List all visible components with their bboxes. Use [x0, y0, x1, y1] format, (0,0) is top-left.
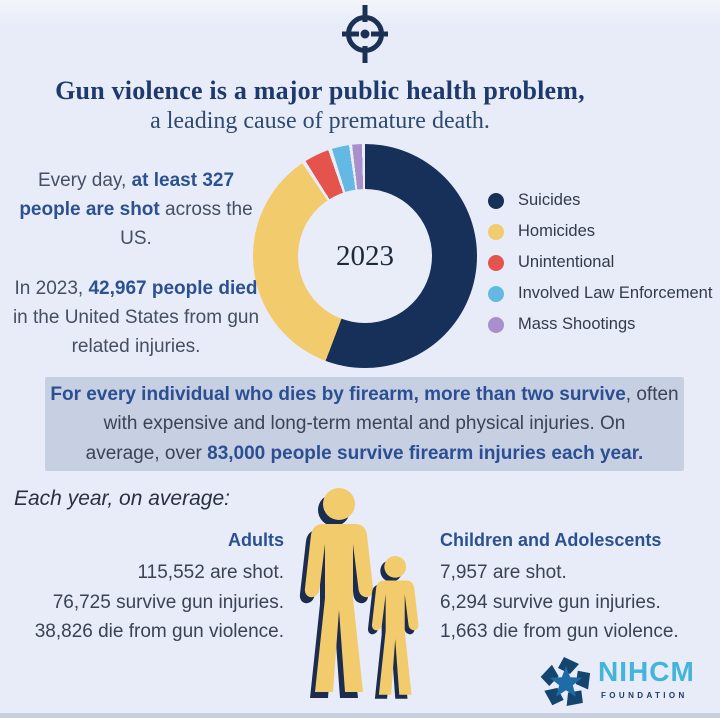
adults-stat-die: 38,826 die from gun violence.: [34, 621, 284, 642]
legend-label: Homicides: [518, 222, 596, 240]
legend-label: Involved Law Enforcement: [518, 284, 713, 302]
donut-chart: [253, 144, 477, 368]
adults-stats-block: [24, 530, 284, 647]
intro1-post: across the US.: [120, 199, 253, 249]
children-stat-shot: 7,957 are shot.: [440, 562, 567, 583]
callout1-bold: For every individual who dies by firearm, more than two survive: [50, 383, 626, 405]
adult-child-figures-icon: [290, 486, 435, 700]
nihcm-logo-text: NIHCM: [598, 656, 695, 687]
intro1-pre: Every day,: [37, 170, 132, 191]
crosshair-target-icon: [336, 2, 394, 66]
children-stat-survive: 6,294 survive gun injuries.: [440, 591, 661, 613]
legend-swatch-icon: [488, 286, 504, 302]
donut-hole: [298, 189, 432, 323]
each-year-heading: Each year, on average:: [14, 487, 230, 510]
legend-swatch-icon: [488, 255, 504, 271]
adults-stat-shot: 115,552 are shot.: [137, 562, 284, 583]
legend-item: [488, 216, 712, 247]
callout3-pre: average, over: [85, 442, 208, 464]
adults-stat-survive: 76,725 survive gun injuries.: [52, 591, 284, 613]
legend-swatch-icon: [488, 224, 504, 240]
legend-item: [488, 185, 712, 216]
legend-swatch-icon: [488, 317, 504, 333]
callout3-bold: 83,000 people survive firearm injuries each year.: [207, 442, 644, 464]
callout-line-3: [45, 439, 684, 469]
callout1-rest: , often: [625, 383, 679, 405]
intro-paragraph-2: [6, 274, 266, 361]
callout-line-1: [45, 380, 684, 410]
legend-label: Suicides: [518, 191, 581, 209]
donut-center-label: 2023: [336, 239, 394, 272]
children-stats-block: [440, 530, 710, 647]
bottom-edge-strip: [0, 713, 720, 718]
legend-item: [488, 247, 712, 278]
callout-box: [45, 377, 684, 471]
legend-item: [488, 309, 712, 340]
page-subtitle: a leading cause of premature death.: [150, 108, 490, 134]
legend-label: Unintentional: [518, 253, 615, 271]
legend-label: Mass Shootings: [518, 315, 636, 333]
chart-legend: [488, 185, 712, 340]
intro2-highlight: 42,967 people died: [88, 278, 258, 299]
intro-paragraph-1: [6, 166, 266, 253]
callout-line-2: with expensive and long-term mental and physical injuries. On: [103, 413, 626, 435]
page-title: Gun violence is a major public health problem,: [55, 76, 585, 105]
intro2-post: in the United States from gun related injuries.: [12, 307, 260, 357]
intro2-pre: In 2023,: [14, 278, 89, 299]
nihcm-foundation-logo: [538, 654, 713, 710]
children-stat-die: 1,663 die from gun violence.: [440, 621, 679, 642]
adults-title: Adults: [228, 530, 284, 550]
legend-item: [488, 278, 712, 309]
intro-text-block: [6, 166, 266, 361]
children-title: Children and Adolescents: [440, 530, 662, 550]
intro1-highlight: at least 327 people are shot: [19, 170, 235, 220]
nihcm-foundation-text: FOUNDATION: [601, 691, 688, 700]
legend-swatch-icon: [488, 193, 504, 209]
nihcm-star-pinwheel-icon: [538, 656, 594, 708]
